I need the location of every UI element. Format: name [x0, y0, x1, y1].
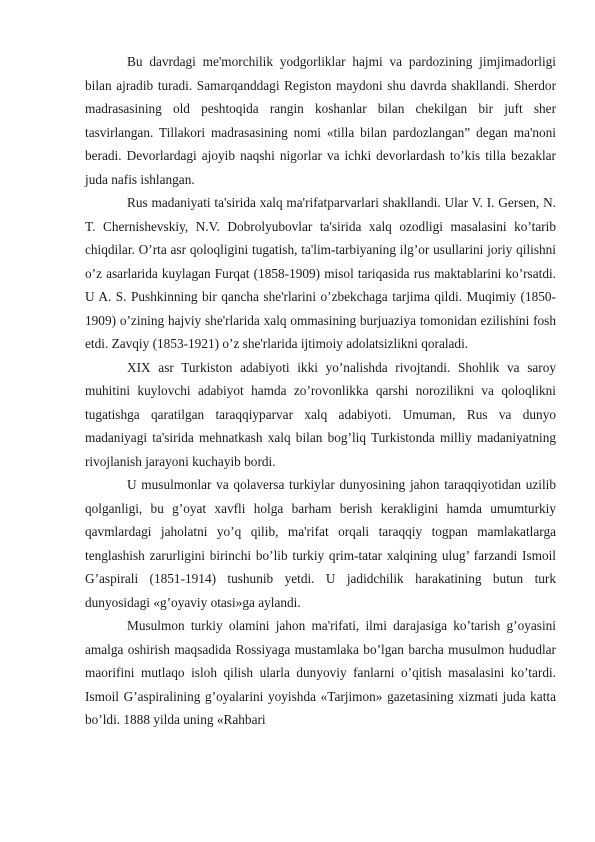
paragraph-literature: XIX asr Turkiston adabiyoti ikki yo’nalishda rivojtandi. Shohlik va saroy muhitini kuylovchi adabiyot hamda zo’rovonlikka qarshi norozilikni va qoloqlikni tugatishga qaratilgan taraqqiyparvar xalq adabiyoti. Umuman, Rus va dunyo madaniyagi ta'sirida mehnatkash xalq bilan bog’liq Turkistonda milliy madaniyatning rivojlanish jarayoni kuchayib bordi. [85, 359, 556, 469]
paragraph-enlighteners: Rus madaniyati ta'sirida xalq ma'rifatparvarlari shakllandi. Ular V. I. Gersen, N. T. Chernishevskiy, N.V. Dobrolyubovlar ta'sirida xalq ozodligi masalasini ko’tarib chiqdilar. O’rta asr qoloqligini tugatish, ta'lim-tarbiyaning ilg’or usullarini joriy qilishni o’z asarlarida kuylagan Furqat (1858-1909) misol tariqasida rus maktablarini ko’rsatdi. U A. S. Pushkinning bir qancha she'rlarini o’zbekchaga tarjima qildi. Muqimiy (1850-1909) o’zining hajviy she'rlarida xalq ommasining burjuaziya tomonidan ezilishini fosh etdi. Zavqiy (1853-1921) o’z she'rlarida ijtimoiy adolatsizlikni qoraladi. [85, 195, 556, 351]
paragraph-reform: Musulmon turkiy olamini jahon ma'rifati, ilmi darajasiga ko’tarish g’oyasini amalga oshirish maqsadida Rossiyaga mustamlaka bo’lgan barcha musulmon hududlar maorifini mutlaqo isloh qilish ularla dunyoviy fanlarni o’qitish masalasini ko’tardi. Ismoil G’aspiralining g’oyalarini yoyishda «Tarjimon» gazetasining xizmati juda katta bo’ldi. 1888 yilda uning «Rahbari [85, 618, 556, 727]
paragraph-gaspirali: U musulmonlar va qolaversa turkiylar dunyosining jahon taraqqiyotidan uzilib qolganligi, bu g’oyat xavfli holga barham berish kerakligini hamda umumturkiy qavmlardagi jaholatni yo’q qilib, ma'rifat orqali taraqqiy togpan mamlakatlarga tenglashish zarurligini birinchi bo’lib turkiy qrim-tatar xalqining ulug’ farzandi Ismoil G’aspirali (1851-1914) tushunib yetdi. U jadidchilik harakatining butun turk dunyosidagi «g’oyaviy otasi»ga aylandi. [85, 477, 556, 610]
body-text [85, 50, 556, 732]
paragraph-architecture: Bu davrdagi me'morchilik yodgorliklar hajmi va pardozining jimjimadorligi bilan ajradib turadi. Samarqanddagi Registon maydoni shu davrda shakllandi. Sherdor madrasasining old peshtoqida rangin koshanlar bilan chekilgan bir juft sher tasvirlangan. Tillakori madrasasining nomi «tilla bilan pardozlangan” degan ma'noni beradi. Devorlardagi ajoyib naqshi nigorlar va ichki devorlardash to’kis tilla bezaklar juda nafis ishlangan. [85, 54, 556, 187]
